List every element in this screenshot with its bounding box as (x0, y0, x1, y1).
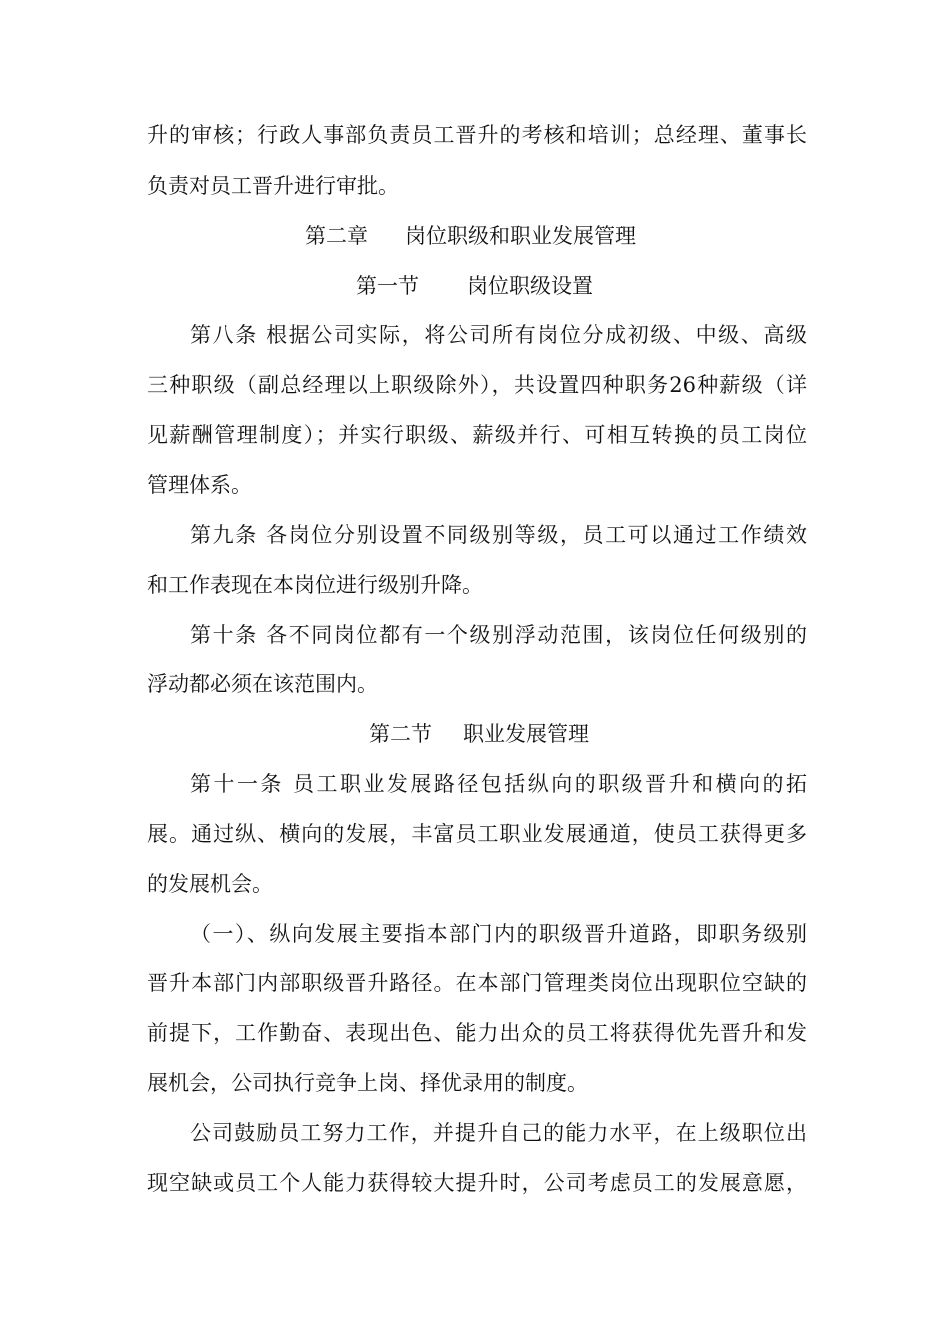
paragraph-line: 第十一条 员工职业发展路径包括纵向的职级晋升和横向的拓 (190, 772, 807, 796)
section-heading (0, 272, 950, 300)
paragraph-line: （一）、纵向发展主要指本部门内的职级晋升道路，即职务级别 (190, 922, 807, 946)
paragraph-line: 的发展机会。 (147, 872, 273, 896)
paragraph-line: 第十条 各不同岗位都有一个级别浮动范围，该岗位任何级别的 (190, 623, 807, 647)
paragraph-line: 浮动都必须在该范围内。 (147, 672, 378, 696)
section-number: 第二节 (369, 722, 432, 746)
paragraph-line: 第九条 各岗位分别设置不同级别等级，员工可以通过工作绩效 (190, 523, 807, 547)
section-title: 岗位职级设置 (467, 274, 593, 298)
section-title: 职业发展管理 (463, 722, 589, 746)
section-number: 第一节 (356, 274, 419, 298)
paragraph-line: 前提下，工作勤奋、表现出色、能力出众的员工将获得优先晋升和发 (147, 1021, 807, 1045)
paragraph-line: 见薪酬管理制度）；并实行职级、薪级并行、可相互转换的员工岗位 (147, 423, 807, 447)
paragraph-line: 展机会，公司执行竞争上岗、择优录用的制度。 (147, 1071, 588, 1095)
paragraph-line: 三种职级（副总经理以上职级除外），共设置四种职务26种薪级（详 (147, 373, 807, 397)
paragraph-line: 管理体系。 (147, 473, 252, 497)
paragraph-line: 负责对员工晋升进行审批。 (147, 174, 399, 198)
chapter-heading (0, 222, 950, 250)
paragraph-line: 和工作表现在本岗位进行级别升降。 (147, 573, 483, 597)
paragraph-line: 现空缺或员工个人能力获得较大提升时，公司考虑员工的发展意愿， (147, 1171, 807, 1195)
paragraph-line: 第八条 根据公司实际，将公司所有岗位分成初级、中级、高级 (190, 323, 807, 347)
chapter-number: 第二章 (305, 224, 368, 248)
section-heading (0, 720, 950, 748)
paragraph-line: 晋升本部门内部职级晋升路径。在本部门管理类岗位出现职位空缺的 (147, 971, 807, 995)
paragraph-line: 升的审核；行政人事部负责员工晋升的考核和培训；总经理、董事长 (147, 123, 807, 147)
paragraph-line: 展。通过纵、横向的发展，丰富员工职业发展通道，使员工获得更多 (147, 822, 807, 846)
paragraph-line: 公司鼓励员工努力工作，并提升自己的能力水平，在上级职位出 (190, 1121, 807, 1145)
chapter-title: 岗位职级和职业发展管理 (405, 224, 636, 248)
